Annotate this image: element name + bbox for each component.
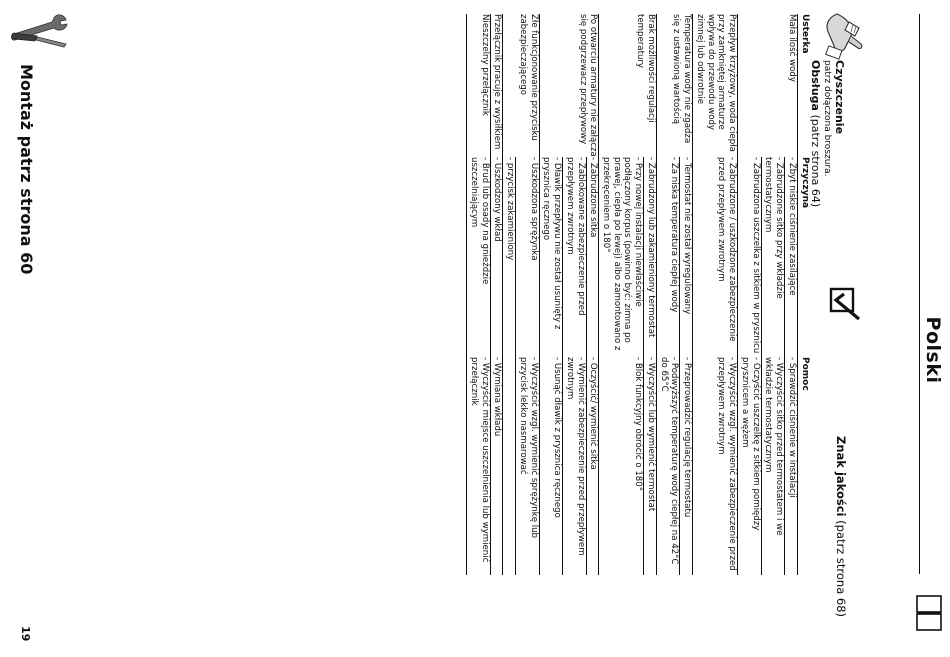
fault-cell: Mała ilość wody <box>738 14 798 157</box>
cause-cell: - Zablokowane zabezpieczenie przed przepływem zwrotnym <box>563 157 586 357</box>
cause-cell: - Za niska temperatura ciepłej wody <box>656 157 679 357</box>
header-cause: Przyczyna <box>797 157 810 357</box>
cause-cell: - Uszkodzona sprężynka <box>516 157 539 357</box>
remedy-cell: - Wyczyścić wzgl. wymienić zabezpieczenie przed przepływem zwrotnym <box>693 357 738 575</box>
cause-cell: - Termostat nie został wyregulowany <box>680 157 693 357</box>
cause-cell: - Zabrudzone sitko przy wkładzie termostatycznym <box>761 157 784 357</box>
remedy-cell: - Podwyższyć temperaturę wody ciepłej na 42°C do 65°C <box>656 357 679 575</box>
cleaning-body: patrz dołączona broszura. <box>822 60 832 177</box>
remedy-cell: - Wyczyścić wzgl. wymienić sprężynkę lub przycisk lekko nasmarować <box>516 357 539 575</box>
table-row <box>785 14 798 575</box>
page-number: 19 <box>19 626 32 642</box>
wrench-screwdriver-icon <box>8 10 70 52</box>
operation-title: Obsługa <box>809 60 822 111</box>
remedy-cell: - Wymienić zabezpieczenie przed przepływem zwrotnym <box>563 357 586 575</box>
table-body <box>467 14 798 575</box>
quality-reference: (patrz strona 68) <box>834 516 848 618</box>
quality-title: Znak jakości <box>834 436 848 517</box>
remedy-cell: - Usunąć dławik z prysznica ręcznego <box>539 357 562 575</box>
cause-cell: - Uszkodzony wkład <box>490 157 503 357</box>
header-rule <box>919 14 920 574</box>
header-remedy: Pomoc <box>797 357 810 575</box>
quality-line <box>834 436 848 617</box>
footer-title: Montaż patrz strona 60 <box>17 64 36 275</box>
table-row <box>644 14 657 575</box>
fault-cell: Po otwarciu armatury nie załącza się podgrzewacz przepływowy <box>539 14 599 157</box>
table-header-row <box>797 14 810 575</box>
remedy-cell: - Oczyścić/ wymienić sitka <box>586 357 599 575</box>
remedy-cell: - Wymiana wkładu <box>490 357 503 575</box>
fault-cell: Przełącznik pracuje z wysiłkiem <box>490 14 503 157</box>
table-row <box>586 14 599 575</box>
table-row <box>693 14 738 575</box>
cause-cell: - Brud lub osady na gnieździe uszczelniającym <box>467 157 490 357</box>
troubleshooting-table <box>466 14 810 575</box>
remedy-cell: - Przeprowadzić regulację termostatu <box>680 357 693 575</box>
fault-cell: Złe funkcjonowanie przycisku zabezpieczającego <box>503 14 539 157</box>
operation-line <box>808 60 822 207</box>
cause-cell: - Zabrudzone / uszkodzone zabezpieczenie przed przepływem zwrotnym <box>693 157 738 357</box>
remedy-cell: - Oczyścić uszczelkę z sitkiem pomiędzy prysznicem a wężem <box>738 357 761 575</box>
table-row <box>516 14 539 575</box>
fault-cell: Nieszczelny przełącznik <box>467 14 490 157</box>
remedy-cell: - Sprawdzić ciśnienie w instalacji <box>785 357 798 575</box>
table-row <box>467 14 490 575</box>
operation-reference: (patrz strona 64) <box>809 110 822 208</box>
remedy-cell: - Blok funkcyjny obrócić o 180° <box>599 357 644 575</box>
cleaning-title: Czyszczenie <box>833 60 846 135</box>
header-fault: Usterka <box>797 14 810 157</box>
hand-cleaning-icon <box>821 8 867 60</box>
cause-cell: - Przy nowej instalacji niewłaściwie podłączony korpus (powinno być: zimna po prawej, ciepła po lewej) albo zamontowano z przekręceniem o 180° <box>599 157 644 357</box>
open-book-icon <box>914 594 944 632</box>
cause-cell: - Zabrudzone sitka <box>586 157 599 357</box>
remedy-cell: - Wyczyścić lub wymienić termostat <box>644 357 657 575</box>
remedy-cell: - Wyczyścić miejsce uszczelnienia lub wymienić przełącznik <box>467 357 490 575</box>
remedy-cell <box>503 357 516 575</box>
remedy-cell: - Wyczyścić sitko przed termostatem i we wkładzie termostatycznym <box>761 357 784 575</box>
quality-check-icon <box>828 286 862 322</box>
table-row <box>490 14 503 575</box>
fault-cell: Przepływ krzyżowy, woda ciepła przy zamkniętej armaturze wpływa do przewodu wody zimnej lub odwrotnie <box>693 14 738 157</box>
cause-cell: - Zabrudzona uszczelka z sitkiem w prysznicu <box>738 157 761 357</box>
cause-cell: - przycisk zakamieniony <box>503 157 516 357</box>
cause-cell: - Dławik przepływu nie został usunięty z prysznica ręcznego <box>539 157 562 357</box>
table-row <box>680 14 693 575</box>
fault-cell: Temperatura wody nie zgadza się z ustawioną wartością <box>656 14 692 157</box>
cause-cell: - Zabrudzony lub zakamieniony termostat <box>644 157 657 357</box>
page-title: Polski <box>922 316 944 384</box>
cause-cell: - Zbyt niskie ciśnienie zasilające <box>785 157 798 357</box>
fault-cell: Brak możliwości regulacji temperatury <box>599 14 657 157</box>
